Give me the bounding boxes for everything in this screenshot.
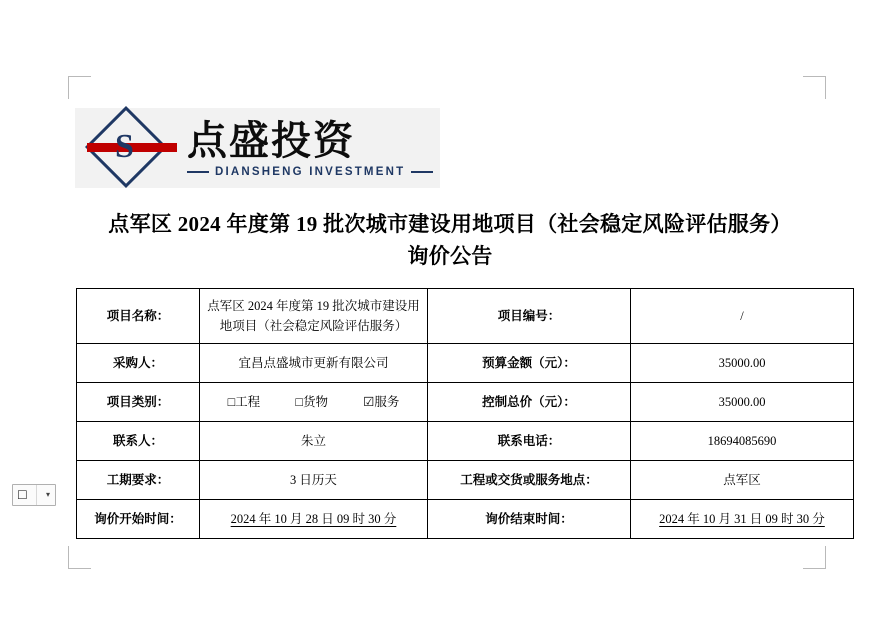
table-row <box>77 289 854 344</box>
table-row <box>77 344 854 383</box>
start-time-text: 2024 年 10 月 28 日 09 时 30 分 <box>230 512 397 526</box>
row-value-start-time <box>200 500 428 539</box>
project-info-table <box>76 288 854 539</box>
crop-mark-top-left <box>68 76 91 99</box>
row-label-contact-phone: 联系电话： <box>428 422 631 461</box>
row-label-location: 工程或交货或服务地点： <box>428 461 631 500</box>
row-label-project-number: 项目编号： <box>428 289 631 344</box>
paste-options-button[interactable] <box>12 484 56 506</box>
row-value-location: 点军区 <box>631 461 854 500</box>
row-value-contact-person: 朱立 <box>200 422 428 461</box>
logo-company-name-en: DIANSHENG INVESTMENT <box>215 165 406 178</box>
row-value-purchaser: 宜昌点盛城市更新有限公司 <box>200 344 428 383</box>
row-value-end-time <box>631 500 854 539</box>
row-value-duration: 3 日历天 <box>200 461 428 500</box>
row-label-control-price: 控制总价（元）： <box>428 383 631 422</box>
crop-mark-bottom-right <box>803 546 826 569</box>
table-row <box>77 461 854 500</box>
table-row <box>77 383 854 422</box>
row-label-project-category: 项目类别： <box>77 383 200 422</box>
row-value-contact-phone: 18694085690 <box>631 422 854 461</box>
logo-letter-s: S <box>115 128 134 165</box>
page-title <box>80 208 820 272</box>
logo-rule-left <box>187 171 209 173</box>
row-value-control-price: 35000.00 <box>631 383 854 422</box>
chevron-down-icon[interactable]: ▾ <box>45 490 50 499</box>
row-label-start-time: 询价开始时间： <box>77 500 200 539</box>
end-time-text: 2024 年 10 月 31 日 09 时 30 分 <box>659 512 825 526</box>
page-title-line-1: 点军区 2024 年度第 19 批次城市建设用地项目（社会稳定风险评估服务） <box>108 212 792 236</box>
checkbox-goods[interactable]: □货物 <box>295 395 328 409</box>
checkbox-engineering[interactable]: □工程 <box>227 395 261 409</box>
checkbox-service[interactable]: ☑服务 <box>363 395 400 409</box>
logo-company-name-cn: 点盛投资 <box>187 117 355 163</box>
crop-mark-bottom-left <box>68 546 91 569</box>
row-label-project-name: 项目名称： <box>77 289 200 344</box>
project-name-line-1: 点军区 2024 年度第 19 批次城市建设用 <box>207 299 420 313</box>
row-label-end-time: 询价结束时间： <box>428 500 631 539</box>
logo-rule-right <box>411 171 433 173</box>
row-value-project-number: / <box>631 289 854 344</box>
logo-company-name-en-row <box>187 166 433 178</box>
row-value-project-name <box>200 289 428 344</box>
row-label-budget-amount: 预算金额（元）： <box>428 344 631 383</box>
project-name-line-2: 地项目（社会稳定风险评估服务） <box>219 319 408 333</box>
project-category-options <box>206 392 421 412</box>
logo-text-group <box>187 119 433 178</box>
clipboard-icon[interactable]: ☐ <box>17 488 28 502</box>
company-logo <box>75 108 440 188</box>
table-row <box>77 422 854 461</box>
page-title-line-2: 询价公告 <box>407 244 493 268</box>
row-value-budget-amount: 35000.00 <box>631 344 854 383</box>
divider <box>36 485 37 505</box>
logo-emblem-icon <box>89 115 175 181</box>
row-label-duration: 工期要求： <box>77 461 200 500</box>
row-label-contact-person: 联系人： <box>77 422 200 461</box>
row-value-project-category <box>200 383 428 422</box>
table-row <box>77 500 854 539</box>
crop-mark-top-right <box>803 76 826 99</box>
row-label-purchaser: 采购人： <box>77 344 200 383</box>
